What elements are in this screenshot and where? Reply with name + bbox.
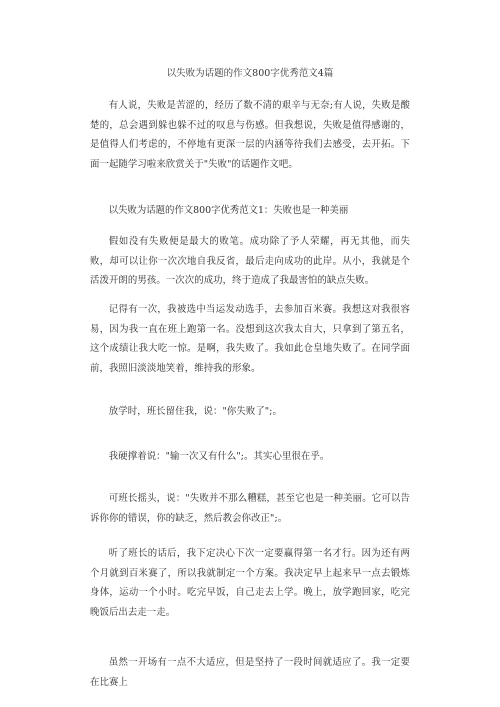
- essay-heading: 以失败为话题的作文800字优秀范文1：失败也是一种美丽: [108, 205, 349, 216]
- body-paragraph: 可班长摇头，说："失败并不那么糟糕，甚至它也是一种美丽。它可以告诉你你的错误，你的缺乏，然后教会你改正";。: [90, 493, 410, 524]
- body-paragraph: 放学时，班长留住我，说："你失败了";。: [108, 406, 282, 417]
- body-paragraph: 虽然一开场有一点不大适应，但是坚持了一段时间就适应了。我一定要在比赛上: [90, 657, 410, 688]
- body-paragraph: 记得有一次，我被选中当运发动选手，去参加百米赛。我想这对我很容易，因为我一直在班上跑第一名。没想到这次我太自大，只拿到了第五名，这个成绩让我大吃一惊。是啊，我失败了。我如此仓皇地失败了。在同学面前，我照旧淡淡地笑着，维持我的形象。: [90, 304, 410, 374]
- body-paragraph: 我硬撑着说："输一次又有什么";。其实心里很在乎。: [108, 451, 330, 462]
- body-paragraph: 假如没有失败便是最大的败笔。成功除了予人荣耀，再无其他，而失败，却可以让你一次次地自我反省，最后走向成功的此岸。从小，我就是个活泼开朗的男孩。一次次的成功，终于造成了我最害怕的缺点失败。: [90, 236, 410, 286]
- body-paragraph: 听了班长的话后，我下定决心下次一定要赢得第一名才行。因为还有两个月就到百米赛了，所以我就制定一个方案。我决定早上起来早一点去锻炼身体，运动一个小时。吃完早饭，自己走去上学。晚上，放学跑回家，吃完晚饭后出去走一走。: [90, 548, 410, 618]
- document-title: 以失败为话题的作文800字优秀范文4篇: [166, 68, 334, 79]
- intro-paragraph: 有人说，失败是苦涩的，经历了数不清的艰辛与无奈;有人说，失败是酸楚的，总会遇到躲也躲不过的叹息与伤感。但我想说，失败是值得感谢的，是值得人们考虑的，不停地有更深一层的内涵等待我们去感受，去开拓。下面一起随学习啦来欣赏关于"失败"的话题作文吧。: [90, 100, 410, 170]
